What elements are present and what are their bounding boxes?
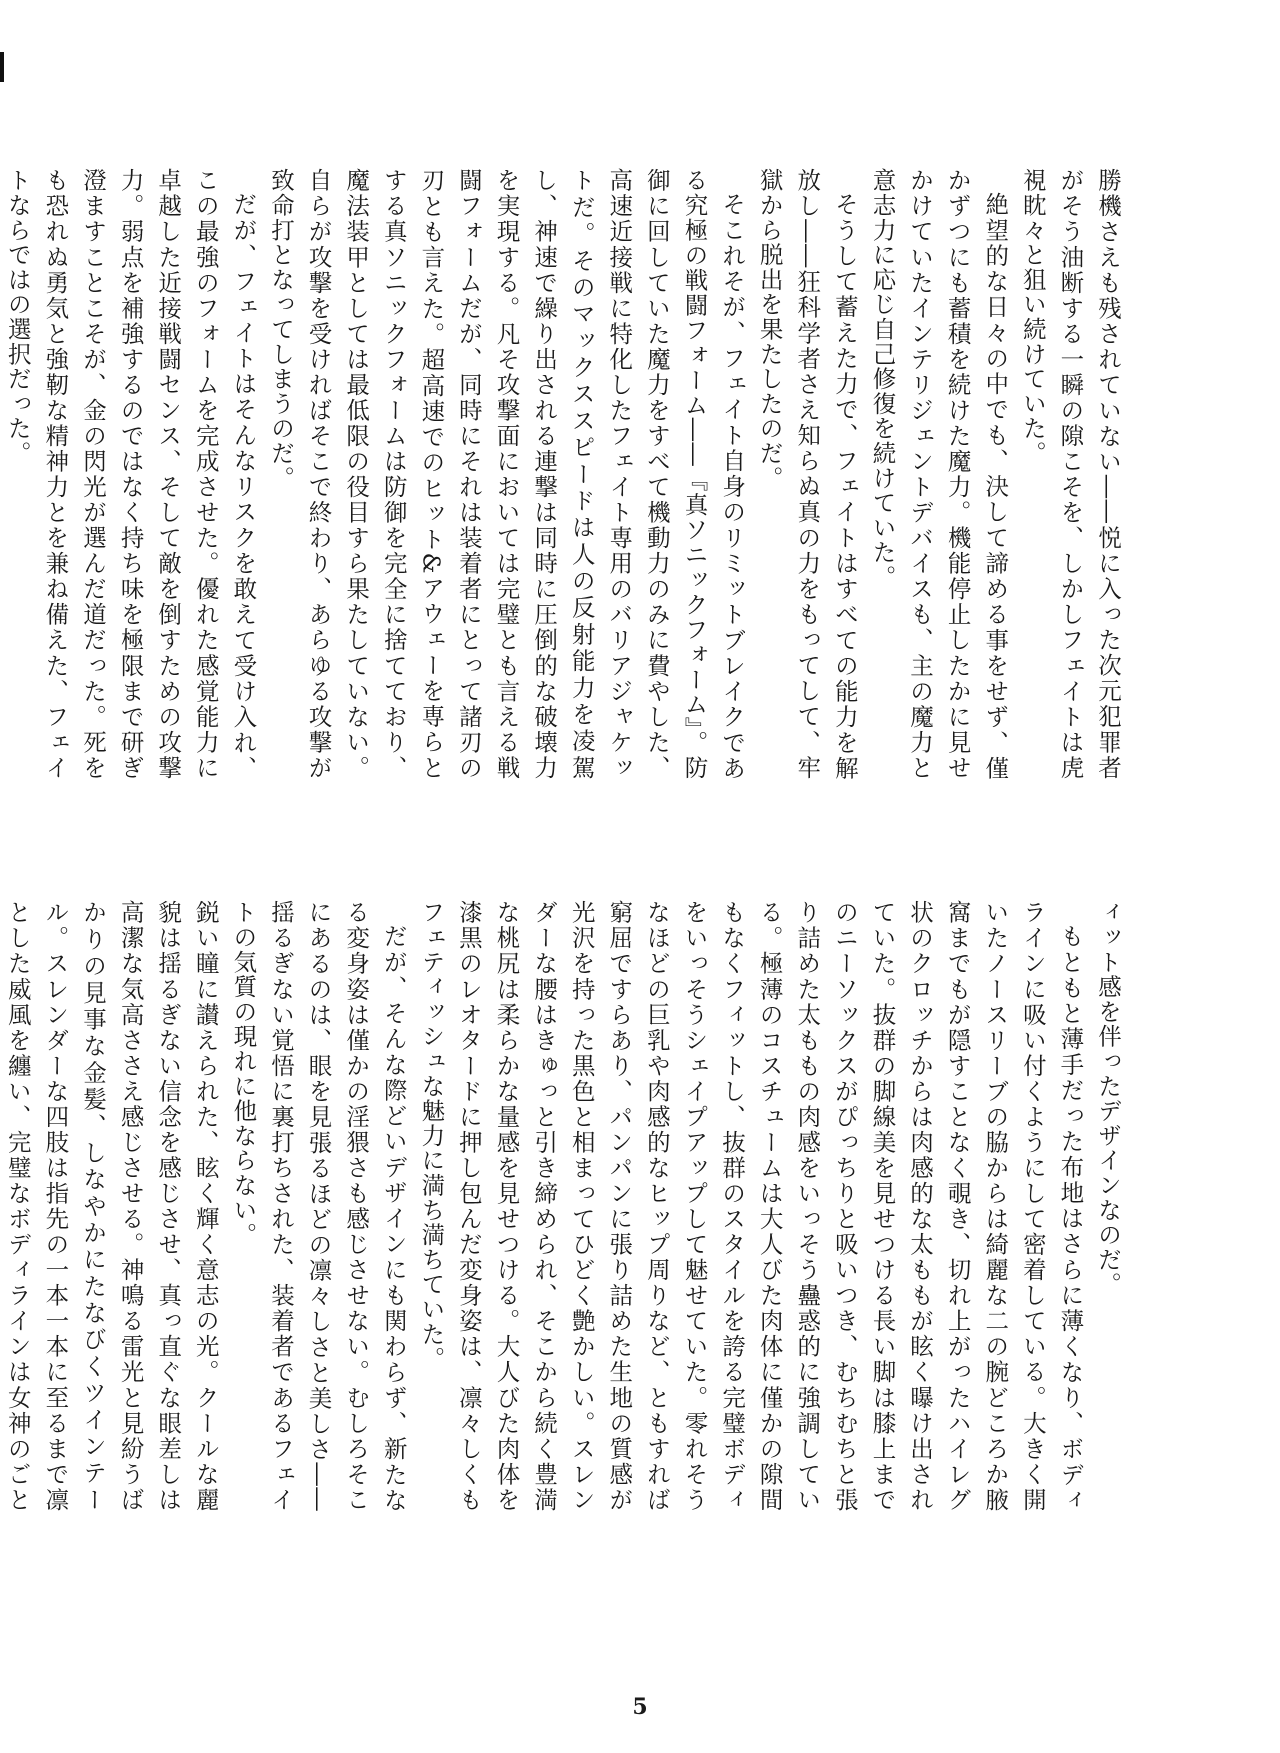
paragraph: 鋭い瞳に讃えられた、眩く輝く意志の光。クールな麗貌は揺るぎない信念を感じさせ、真っ直ぐな眼差しは高潔な気高ささえ感じさせる。神鳴る雷光と見紛うばかりの見事な金髪、しなやかにたなびくツインテール。スレンダーな四肢は指先の一本一本に至るまで凛とした威風を纏い、完璧なボディラインは女神のごと (3, 900, 220, 1512)
page-number: 5 (632, 1694, 648, 1720)
paragraph: だが、フェイトはそんなリスクを敢えて受け入れ、この最強のフォームを完成させた。優れた感覚能力に卓越した近接戦闘センス、そして敵を倒すための攻撃力。弱点を補強するのではなく持ち味を極限まで研ぎ澄ますことこそが、金の閃光が選んだ道だった。死をも恐れぬ勇気と強靭な精神力とを兼ね備えた、フェイトならではの選択だった。 (3, 168, 258, 780)
lower-text-block (3, 900, 1126, 1512)
upper-text-block (3, 168, 1126, 780)
paragraph: 絶望的な日々の中でも、決して諦める事をせず、僅かずつにも蓄積を続けた魔力。機能停止したかに見せかけていたインテリジェントデバイスも、主の魔力と意志力に応じ自己修復を続けていた。 (868, 168, 1010, 780)
paragraph: そこれそが、フェイト自身のリミットブレイクである究極の戦闘フォーム――『真ソニックフォーム』。防御に回していた魔力をすべて機動力のみに費やした、高速近接戦に特化したフェイト専用のバリアジャケットだ。そのマックススピードは人の反射能力を凌駕し、神速で繰り出される連撃は同時に圧倒的な破壊力を実現する。凡そ攻撃面においては完璧とも言える戦闘フォームだが、同時にそれは装着者にとって諸刃の刃とも言えた。超高速でのヒット&アウェーを専らとする真ソニックフォームは防御を完全に捨てており、魔法装甲としては最低限の役目すら果たしていない。自らが攻撃を受ければそこで終わり、あらゆる攻撃が致命打となってしまうのだ。 (266, 168, 747, 780)
paragraph: ィット感を伴ったデザインなのだ。 (1094, 900, 1122, 1297)
paragraph: だが、そんな際どいデザインにも関わらず、新たなる変身姿は僅かの淫猥さも感じさせない。むしろそこにあるのは、眼を見張るほどの凛々しさと美しさ――揺るぎない覚悟に裏打ちされた、装着者であるフェイトの気質の現れに他ならない。 (229, 900, 408, 1512)
scan-edge-mark (0, 52, 4, 82)
paragraph: そうして蓄えた力で、フェイトはすべての能力を解放し――狂科学者さえ知らぬ真の力をもってして、牢獄から脱出を果たしたのだ。 (755, 168, 859, 780)
paragraph: 勝機さえも残されていない――悦に入った次元犯罪者がそう油断する一瞬の隙こそを、しかしフェイトは虎視眈々と狙い続けていた。 (1018, 168, 1122, 780)
paragraph: もともと薄手だった布地はさらに薄くなり、ボディラインに吸い付くようにして密着している。大きく開いたノースリーブの脇からは綺麗な二の腕どころか腋窩までもが隠すことなく覗き、切れ上がったハイレグ状のクロッチからは肉感的な太ももが眩く曝け出されていた。抜群の脚線美を見せつける長い脚は膝上までのニーソックスがぴっちりと吸いつき、むちむちと張り詰めた太ももの肉感をいっそう蠱惑的に強調している。極薄のコスチュームは大人びた肉体に僅かの隙間もなくフィットし、抜群のスタイルを誇る完璧ボディをいっそうシェイプアップして魅せていた。零れそうなほどの巨乳や肉感的なヒップ周りなど、ともすれば窮屈ですらあり、パンパンに張り詰めた生地の質感が光沢を持った黒色と相まってひどく艶かしい。スレンダーな腰はきゅっと引き締められ、そこから続く豊満な桃尻は柔らかな量感を見せつける。大人びた肉体を漆黒のレオタードに押し包んだ変身姿は、凛々しくもフェティッシュな魅力に満ち満ちていた。 (417, 900, 1085, 1512)
